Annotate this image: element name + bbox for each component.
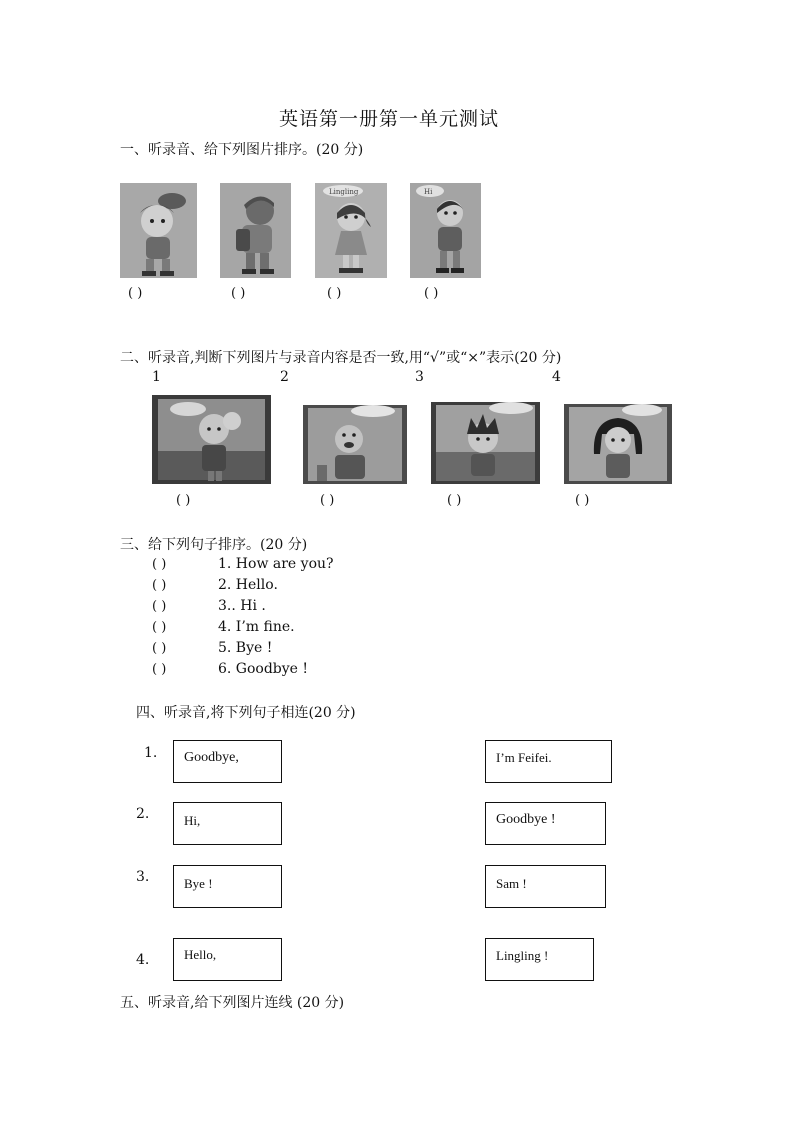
match-row-number: 1. bbox=[144, 745, 158, 761]
sentence-text: 1. How are you? bbox=[218, 556, 334, 572]
section2-answer-1[interactable]: ( ) bbox=[176, 493, 191, 508]
sentence-text: 6. Goodbye ! bbox=[218, 661, 309, 677]
section2-picture-2 bbox=[303, 405, 407, 484]
section2-answer-2[interactable]: ( ) bbox=[320, 493, 335, 508]
section1-heading: 一、听录音、给下列图片排序。(20 分) bbox=[120, 142, 364, 158]
match-right-box[interactable] bbox=[485, 865, 606, 908]
sentence-order-blank[interactable]: ( ) bbox=[152, 641, 167, 656]
girl-waving-icon bbox=[152, 395, 271, 484]
match-left-text: Goodbye, bbox=[184, 750, 239, 765]
speech-bubble-text: Lingling bbox=[329, 188, 359, 196]
match-left-text: Hi, bbox=[184, 813, 201, 828]
page-title: 英语第一册第一单元测试 bbox=[279, 108, 500, 130]
match-row-number: 4. bbox=[136, 952, 150, 968]
match-left-box[interactable] bbox=[173, 802, 282, 845]
section1-picture-4 bbox=[410, 183, 481, 278]
match-right-box[interactable] bbox=[485, 802, 606, 845]
sentence-text: 4. I’m fine. bbox=[218, 619, 295, 635]
section1-answer-2[interactable]: ( ) bbox=[231, 286, 246, 301]
sentence-order-blank[interactable]: ( ) bbox=[152, 578, 167, 593]
match-right-text: I’m Feifei. bbox=[496, 750, 552, 765]
section1-picture-2 bbox=[220, 183, 291, 278]
match-left-box[interactable] bbox=[173, 865, 282, 908]
section2-picture-1 bbox=[152, 395, 271, 484]
section2-number-2: 2 bbox=[280, 369, 289, 385]
boy-with-backpack-icon bbox=[220, 183, 291, 278]
match-right-text: Sam ! bbox=[496, 876, 527, 891]
section3-heading: 三、给下列句子排序。(20 分) bbox=[120, 537, 308, 553]
match-left-box[interactable] bbox=[173, 740, 282, 783]
section4-heading: 四、听录音,将下列句子相连(20 分) bbox=[136, 705, 356, 721]
sentence-text: 2. Hello. bbox=[218, 577, 278, 593]
match-left-text: Bye ! bbox=[184, 876, 213, 891]
match-left-box[interactable] bbox=[173, 938, 282, 981]
boy-spiky-hair-icon bbox=[431, 402, 540, 484]
boy-hi-speech-icon bbox=[410, 183, 481, 278]
section1-picture-3 bbox=[315, 183, 387, 278]
girl-black-hair-icon bbox=[564, 404, 672, 484]
section2-number-3: 3 bbox=[415, 369, 424, 385]
sentence-text: 5. Bye ! bbox=[218, 640, 273, 656]
match-row-number: 3. bbox=[136, 869, 150, 885]
match-right-text: Goodbye ! bbox=[496, 812, 556, 827]
girl-lingling-speech-icon bbox=[315, 183, 387, 278]
match-right-text: Lingling ! bbox=[496, 948, 549, 963]
section2-answer-4[interactable]: ( ) bbox=[575, 493, 590, 508]
section1-answer-3[interactable]: ( ) bbox=[327, 286, 342, 301]
section2-number-1: 1 bbox=[152, 369, 161, 385]
sentence-order-blank[interactable]: ( ) bbox=[152, 599, 167, 614]
match-row-number: 2. bbox=[136, 806, 150, 822]
match-right-box[interactable] bbox=[485, 938, 594, 981]
sentence-order-blank[interactable]: ( ) bbox=[152, 557, 167, 572]
section1-picture-1 bbox=[120, 183, 197, 278]
sentence-order-blank[interactable]: ( ) bbox=[152, 662, 167, 677]
girl-with-bow-icon bbox=[120, 183, 197, 278]
match-left-text: Hello, bbox=[184, 947, 217, 962]
boy-speaking-icon bbox=[303, 405, 407, 484]
speech-bubble-text: Hi bbox=[424, 188, 433, 196]
section2-picture-4 bbox=[564, 404, 672, 484]
section2-answer-3[interactable]: ( ) bbox=[447, 493, 462, 508]
section2-number-4: 4 bbox=[552, 369, 561, 385]
section1-answer-4[interactable]: ( ) bbox=[424, 286, 439, 301]
section2-picture-3 bbox=[431, 402, 540, 484]
sentence-text: 3.. Hi . bbox=[218, 598, 266, 614]
section1-answer-1[interactable]: ( ) bbox=[128, 286, 143, 301]
section5-heading: 五、听录音,给下列图片连线 (20 分) bbox=[120, 995, 345, 1011]
match-right-box[interactable] bbox=[485, 740, 612, 783]
section2-heading: 二、听录音,判断下列图片与录音内容是否一致,用“√”或“×”表示(20 分) bbox=[120, 350, 562, 366]
sentence-order-blank[interactable]: ( ) bbox=[152, 620, 167, 635]
